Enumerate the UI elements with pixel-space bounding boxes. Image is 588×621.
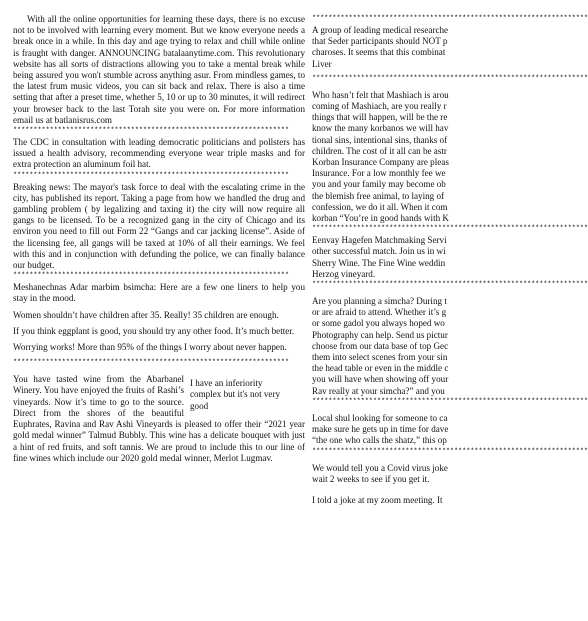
divider: ******************************************************************** <box>13 272 289 281</box>
inferiority-joke: I have an inferiority complex but it's not very good <box>190 378 281 411</box>
divider: ******************************************************************** <box>312 225 588 234</box>
divider: ******************************************************************** <box>312 397 588 406</box>
joke-eggplant: If you think eggplant is good, you should try any other food. It’s much better. <box>13 325 295 336</box>
shul-wanted: Local shul looking for someone to ca make sure he gets up in time for dave “the one who calls the shatz,” this op <box>312 412 449 446</box>
divider: ******************************************************************** <box>312 74 588 83</box>
right-column <box>312 14 588 506</box>
simcha-photography: Are you planning a simcha? During t or are afraid to attend. Whether it’s g or some gadol you always hoped wo Photography can help. Send us pictur choose from our data base of top Gec them into select scenes from your sin the head table or even in the middle c you will have when showing off your Rav really at your simcha?” and you <box>312 296 449 396</box>
zoom-joke: I told a joke at my zoom meeting. It <box>312 494 443 505</box>
joke-children: Women shouldn’t have children after 35. Really! 35 children are enough. <box>13 309 279 320</box>
wine-ad <box>13 374 305 464</box>
divider: ******************************************************************** <box>13 171 289 180</box>
crime-news: Breaking news: The mayor's task force to deal with the escalating crime in the city, has published its report. Taking a page from how we handled the drug and gambling problem ( by legalizing and taxing it) the city will now require all gangs to be licensed. To be a recognized gang in the city of Chicago and its environ you need to fill out Form 22 “Gangs and car jacking license”. Aside of the licensing fee, all gangs will be taxed at 10% of all their earnings. We feel with this and in conjunction with defunding the police, we can finally balance our budget. <box>13 181 305 271</box>
korban-insurance: Who hasn’t felt that Mashiach is arou coming of Mashiach, are you really r things that will happen, will be the re know the many korbanos we will hav tional sins, intentional sins, thanks of children. The cost of it all can be astr Korban Insurance Company are pleas Insurance. For a low monthly fee we you and your family may become ob the blemish free animal, to laying of confession, we do it all. When it com korban “You’re in good hands with K <box>312 89 449 224</box>
matchmaking-ad: Eenvay Hagefen Matchmaking Servi other successful match. Join us in wi Sherry Wine. The Fine Wine weddin Herzog vineyard. <box>312 235 447 279</box>
divider: ******************************************************************** <box>13 359 289 368</box>
left-column <box>13 14 305 464</box>
covid-joke: We would tell you a Covid virus joke wait 2 weeks to see if you get it. <box>312 462 448 484</box>
wine-ad-text: You have tasted wine from the Abarbanel Winery. You have enjoyed the fruits of Rashi’s vineyards. Now it’s time to go to the source. Direct from the shores of the beautiful Euphrates, Ravina and Rav Ashi Vineyards is pleased to offer their “2021 year gold medal winner” Talmud Bubbly. This wine has a delicate bouquet with just a hint of red fruits, and soft tannis. We are proud to include this to our line of fine wines which include our 2020 gold medal winner, Merlot Lugmav. <box>13 374 305 463</box>
adar-intro: Meshanechnas Adar marbim bsimcha: Here are a few one liners to help you stay in the mood. <box>13 282 305 304</box>
divider: ******************************************************************** <box>312 447 588 456</box>
divider: ******************************************************************** <box>13 127 289 136</box>
cdc-advisory: The CDC in consultation with leading democratic politicians and pollsters has issued a health advisory, recommending everyone wear triple masks and for extra protection an aluminum foil hat. <box>13 137 305 170</box>
joke-worrying: Worrying works! More than 95% of the things I worry about never happen. <box>13 342 287 353</box>
batala-ad: With all the online opportunities for learning these days, there is no excuse not to be involved with learning every moment. But we know everyone needs a break once in a while. In this day and age trying to relax and chill while online is fraught with danger. ANNOUNCING batalaanytime.com. This revolutionary website has all sorts of distractions allowing you to take a mental break while being assured you won't stumble across anything asur. From mindless games, to the latest frum music videos, you can sit back and relax. There is also a time setting that after a preset time, whether 5, 10 or up to 30 minutes, it will redirect your browser back to the last Torah site you were on. For more information email us at batlanisrus.com <box>13 14 305 125</box>
divider: ******************************************************************** <box>312 15 588 23</box>
divider: ******************************************************************** <box>312 281 588 290</box>
seder-research: A group of leading medical researche that Seder participants should NOT p charoses. It seems that this combinat Liver <box>312 25 449 69</box>
